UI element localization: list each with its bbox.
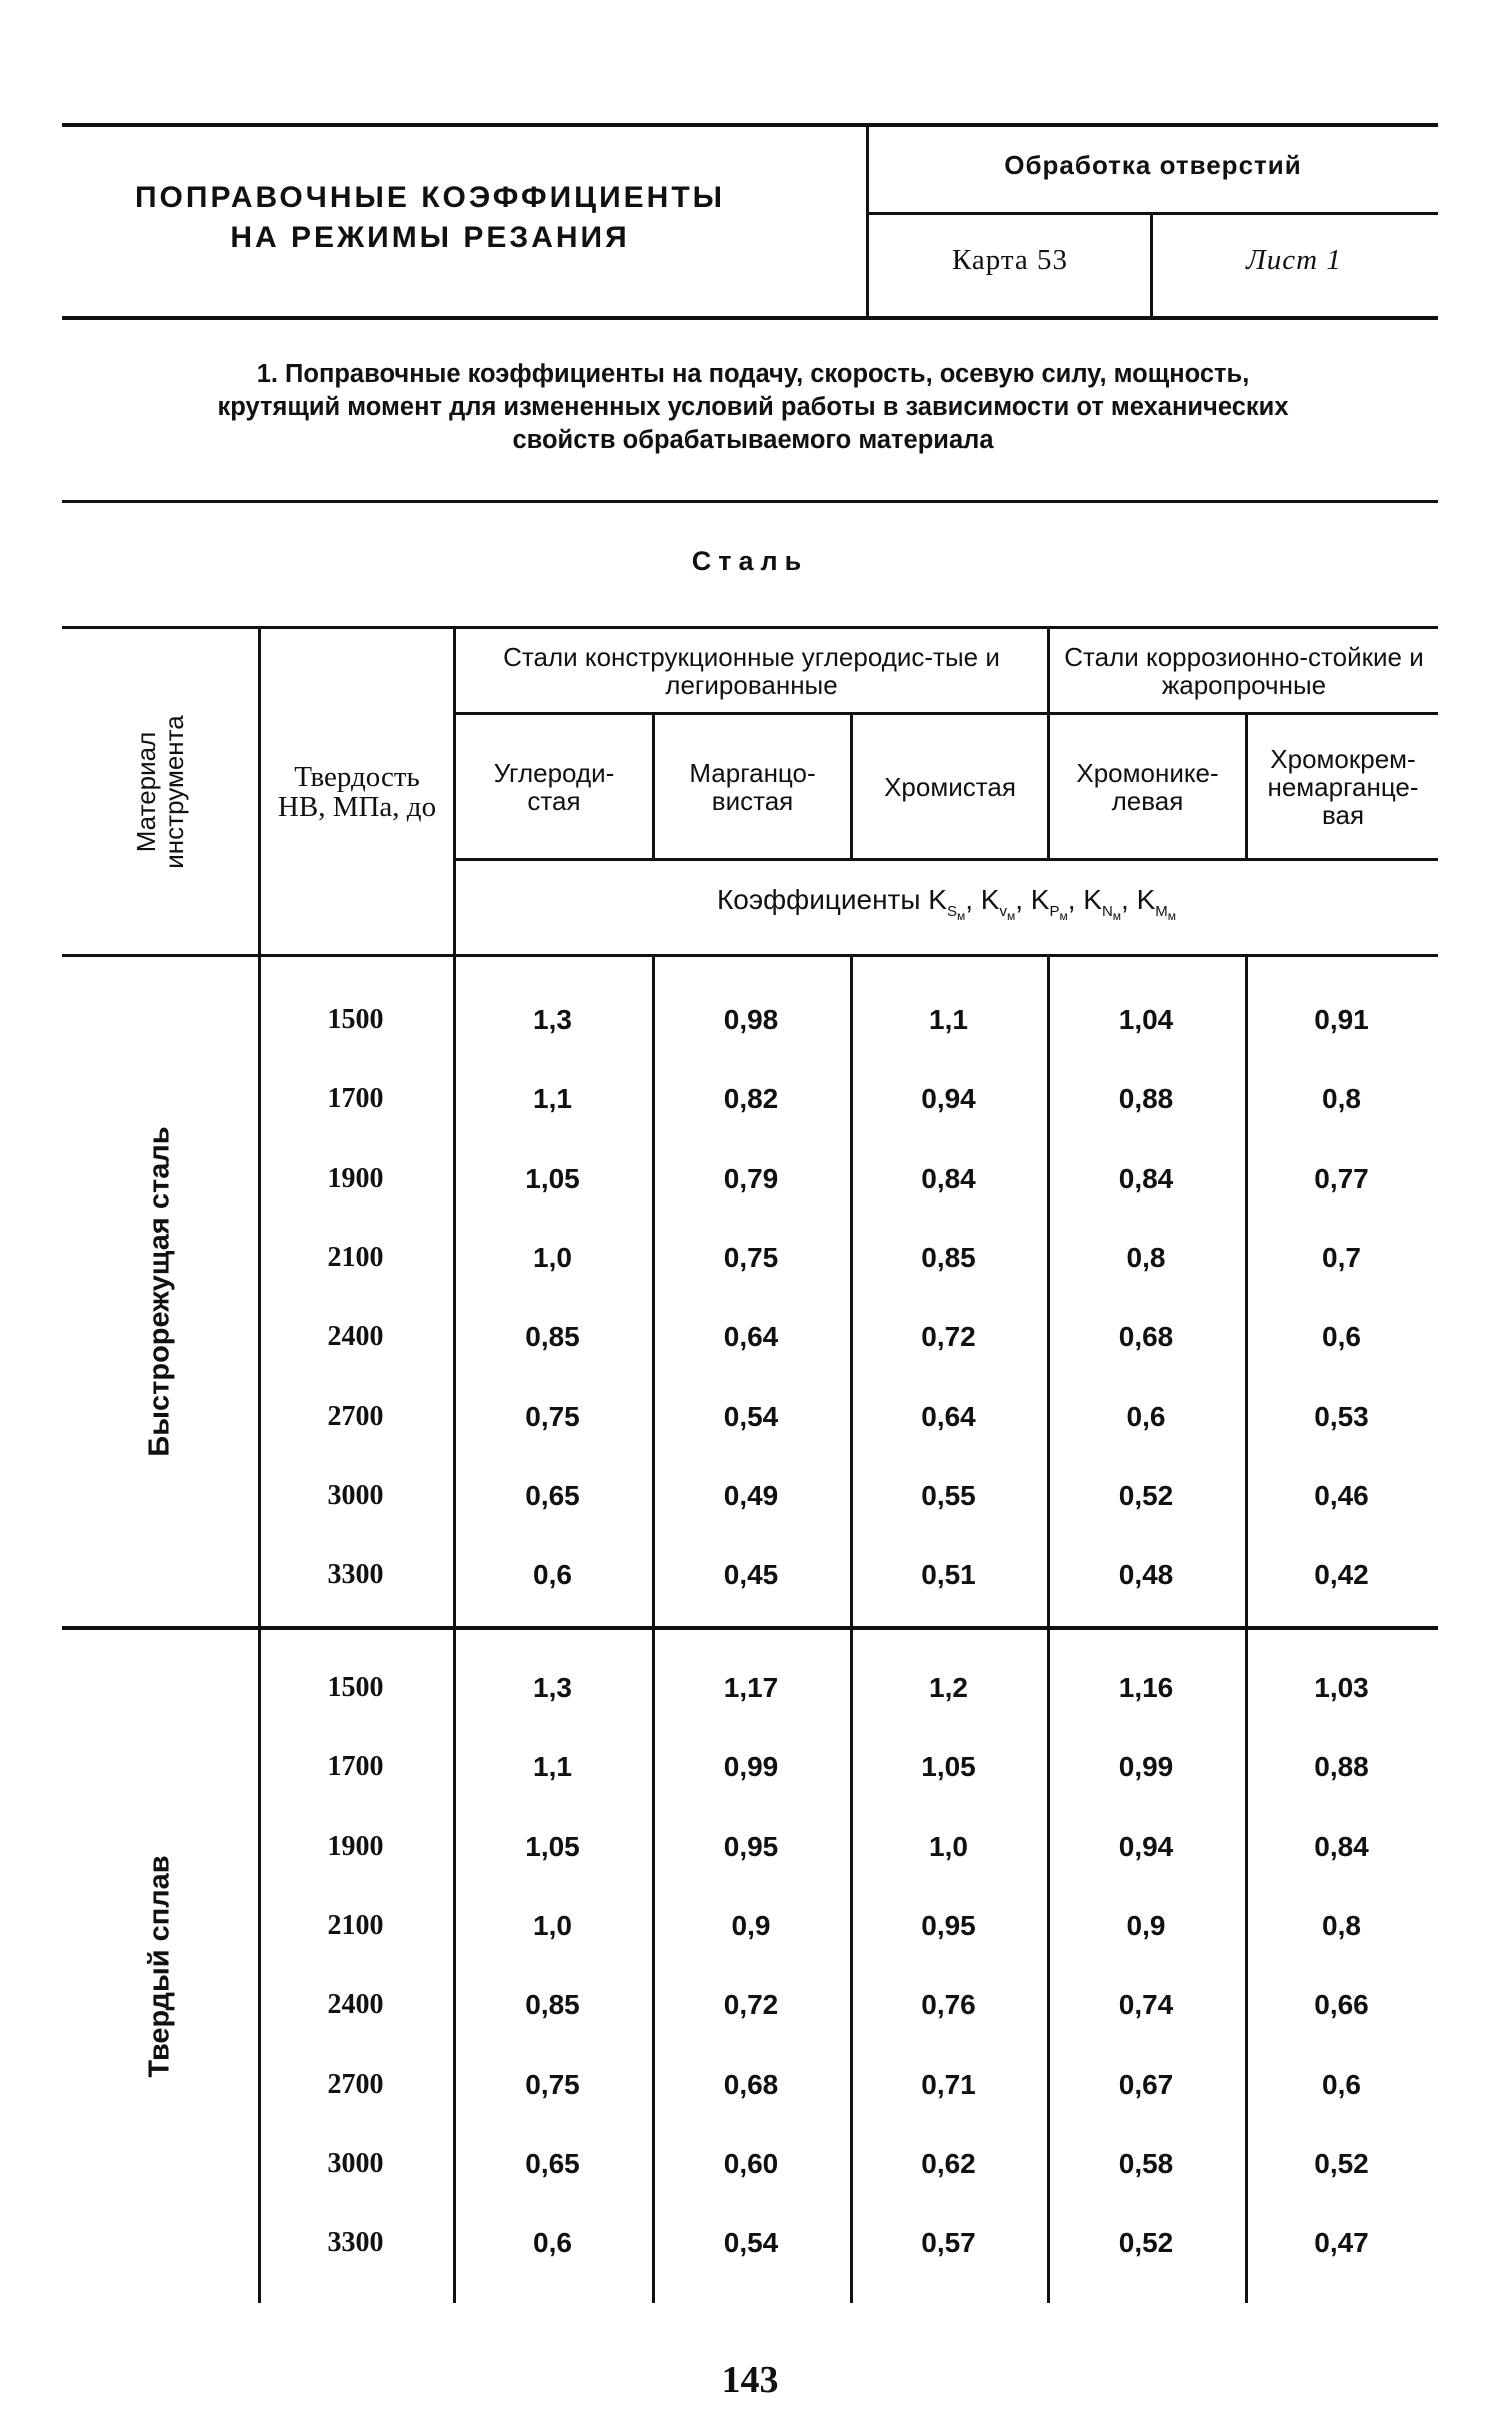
sheet-number: Лист 1 [1246, 244, 1342, 276]
cell-chrome: 1,05 [921, 1751, 976, 1782]
cell-manganese: 0,49 [723, 1480, 779, 1511]
cell-chromesilicon: 0,46 [1314, 1480, 1369, 1511]
cell-chromenickel: 0,48 [1118, 1559, 1174, 1590]
cell-hardness: 3300 [327, 1559, 384, 1590]
cell-manganese: 1,17 [723, 1672, 779, 1703]
cell-chromesilicon: 0,47 [1314, 2227, 1369, 2258]
cell-chromesilicon: 0,88 [1314, 1751, 1369, 1782]
processing-type: Обработка отверстий [1004, 150, 1302, 180]
tool-material-header: Материал инструмента [131, 714, 189, 869]
cell-hardness: 1700 [327, 1083, 384, 1114]
cell-chromenickel: 0,9 [1126, 1910, 1166, 1941]
cell-hardness: 1900 [327, 1163, 384, 1194]
cell-hardness: 3000 [327, 1480, 384, 1511]
page-number: 143 [721, 2359, 779, 2401]
table-coef-rule [455, 858, 1438, 861]
cell-chrome: 1,2 [929, 1672, 968, 1703]
cell-carbon: 0,6 [533, 1559, 572, 1590]
cell-manganese: 0,60 [723, 2148, 779, 2179]
col-header-carbon: Углероди-стая [493, 757, 615, 816]
cell-hardness: 2400 [327, 1321, 384, 1352]
cell-chrome: 0,76 [921, 1989, 976, 2020]
group-separator-rule [62, 1626, 1438, 1630]
cell-manganese: 0,9 [731, 1910, 771, 1941]
group-header-structural: Стали конструкционные углеродис-тые и легированные [503, 641, 1000, 700]
cell-chromenickel: 1,16 [1118, 1672, 1174, 1703]
cell-carbon: 1,3 [533, 1004, 572, 1035]
cell-carbon: 1,0 [533, 1242, 572, 1273]
cell-chromesilicon: 0,53 [1314, 1401, 1369, 1432]
card-number: Карта 53 [951, 244, 1069, 276]
cell-chrome: 0,71 [921, 2069, 976, 2100]
cell-manganese: 0,64 [723, 1321, 779, 1352]
cell-chromenickel: 0,52 [1118, 1480, 1174, 1511]
cell-chromenickel: 0,74 [1118, 1989, 1174, 2020]
cell-chromesilicon: 1,03 [1314, 1672, 1369, 1703]
cell-manganese: 0,68 [723, 2069, 779, 2100]
cell-chrome: 0,64 [921, 1401, 976, 1432]
cell-carbon: 0,75 [525, 2069, 580, 2100]
cell-chromesilicon: 0,52 [1314, 2148, 1369, 2179]
cell-carbon: 0,65 [525, 2148, 580, 2179]
cell-chrome: 0,62 [921, 2148, 976, 2179]
cell-chrome: 0,84 [921, 1163, 976, 1194]
cell-chromesilicon: 0,6 [1322, 2069, 1361, 2100]
col-header-chromesilicon: Хромокрем-немарганце-вая [1267, 743, 1419, 830]
cell-carbon: 1,05 [525, 1163, 580, 1194]
cell-manganese: 0,95 [723, 1831, 779, 1862]
cell-chromenickel: 0,99 [1118, 1751, 1174, 1782]
cell-chromenickel: 0,68 [1118, 1321, 1174, 1352]
cell-hardness: 1500 [327, 1672, 384, 1703]
cell-chromenickel: 1,04 [1118, 1004, 1174, 1035]
cell-hardness: 1900 [327, 1831, 384, 1862]
group-header-stainless: Стали коррозионно-стойкие и жаропрочные [1064, 641, 1424, 700]
cell-carbon: 0,75 [525, 1401, 580, 1432]
cell-manganese: 0,54 [723, 2227, 779, 2258]
cell-hardness: 3300 [327, 2227, 384, 2258]
cell-chromesilicon: 0,42 [1314, 1559, 1369, 1590]
cell-carbon: 1,1 [533, 1083, 572, 1114]
cell-chrome: 0,95 [921, 1910, 976, 1941]
section-rule [62, 500, 1438, 503]
cell-manganese: 0,75 [723, 1242, 779, 1273]
cell-chromenickel: 0,94 [1118, 1831, 1174, 1862]
cell-carbon: 1,05 [525, 1831, 580, 1862]
card-title: ПОПРАВОЧНЫЕ КОЭФФИЦИЕНТЫ НА РЕЖИМЫ РЕЗАНИЯ [134, 181, 726, 254]
cell-chromesilicon: 0,8 [1322, 1083, 1361, 1114]
cell-hardness: 3000 [327, 2148, 384, 2179]
cell-carbon: 1,3 [533, 1672, 572, 1703]
header-bottom-rule [62, 316, 1438, 320]
cell-chromenickel: 0,8 [1126, 1242, 1166, 1273]
cell-carbon: 0,85 [525, 1321, 580, 1352]
cell-manganese: 0,54 [723, 1401, 779, 1432]
cell-manganese: 0,82 [723, 1083, 779, 1114]
cell-chromenickel: 0,84 [1118, 1163, 1174, 1194]
table-header-bottom-rule [62, 954, 1438, 957]
cell-chromesilicon: 0,7 [1322, 1242, 1361, 1273]
tool-label-hss: Быстрорежущая сталь [143, 1126, 176, 1457]
cell-chrome: 1,0 [929, 1831, 968, 1862]
cell-chrome: 0,51 [921, 1559, 976, 1590]
cell-carbon: 0,65 [525, 1480, 580, 1511]
cell-hardness: 2700 [327, 1401, 384, 1432]
cell-manganese: 0,72 [723, 1989, 779, 2020]
cell-carbon: 1,0 [533, 1910, 572, 1941]
cell-hardness: 2100 [327, 1242, 384, 1273]
cell-carbon: 1,1 [533, 1751, 572, 1782]
cell-chrome: 1,1 [929, 1004, 968, 1035]
cell-hardness: 2100 [327, 1910, 384, 1941]
cell-chromesilicon: 0,77 [1314, 1163, 1369, 1194]
cell-chromesilicon: 0,8 [1322, 1910, 1361, 1941]
col-header-chrome: Хромистая [884, 771, 1016, 802]
material-title: Сталь [691, 546, 809, 576]
cell-carbon: 0,85 [525, 1989, 580, 2020]
cell-manganese: 0,99 [723, 1751, 779, 1782]
cell-hardness: 1700 [327, 1751, 384, 1782]
cell-chrome: 0,57 [921, 2227, 976, 2258]
cell-chromenickel: 0,88 [1118, 1083, 1174, 1114]
cell-manganese: 0,98 [723, 1004, 779, 1035]
cell-chrome: 0,72 [921, 1321, 976, 1352]
cell-chromenickel: 0,58 [1118, 2148, 1174, 2179]
hardness-header: Твердость HB, МПа, до [277, 760, 437, 823]
cell-chrome: 0,85 [921, 1242, 976, 1273]
cell-hardness: 2400 [327, 1989, 384, 2020]
tool-label-carbide: Твердый сплав [143, 1855, 176, 2078]
cell-hardness: 2700 [327, 2069, 384, 2100]
header-divider [866, 126, 869, 316]
cell-chromesilicon: 0,91 [1314, 1004, 1369, 1035]
cell-chromesilicon: 0,6 [1322, 1321, 1361, 1352]
cell-manganese: 0,45 [723, 1559, 779, 1590]
col-header-chromenickel: Хромонике-левая [1076, 757, 1219, 816]
cell-manganese: 0,79 [723, 1163, 779, 1194]
cell-chrome: 0,55 [921, 1480, 976, 1511]
cell-chrome: 0,94 [921, 1083, 976, 1114]
col-header-manganese: Марганцо-вистая [689, 757, 816, 816]
cell-hardness: 1500 [327, 1004, 384, 1035]
section-title: 1. Поправочные коэффициенты на подачу, скорость, осевую силу, мощность, крутящий момент для измененных условий работы в зависимости от механических свойств обрабатываемого материала [217, 360, 1289, 454]
cell-chromesilicon: 0,84 [1314, 1831, 1369, 1862]
header-inner-rule [868, 212, 1438, 215]
cell-chromenickel: 0,6 [1126, 1401, 1166, 1432]
top-rule [62, 123, 1438, 127]
cell-chromesilicon: 0,66 [1314, 1989, 1369, 2020]
coefficient-label: Коэффициенты $K_{S_м}$, $K_{v_м}$, $K_{P_м}$, $K_{N_м}$, $K_{M_м}$ [716, 884, 1177, 923]
cell-carbon: 0,6 [533, 2227, 572, 2258]
cell-chromenickel: 0,67 [1118, 2069, 1174, 2100]
cell-chromenickel: 0,52 [1118, 2227, 1174, 2258]
